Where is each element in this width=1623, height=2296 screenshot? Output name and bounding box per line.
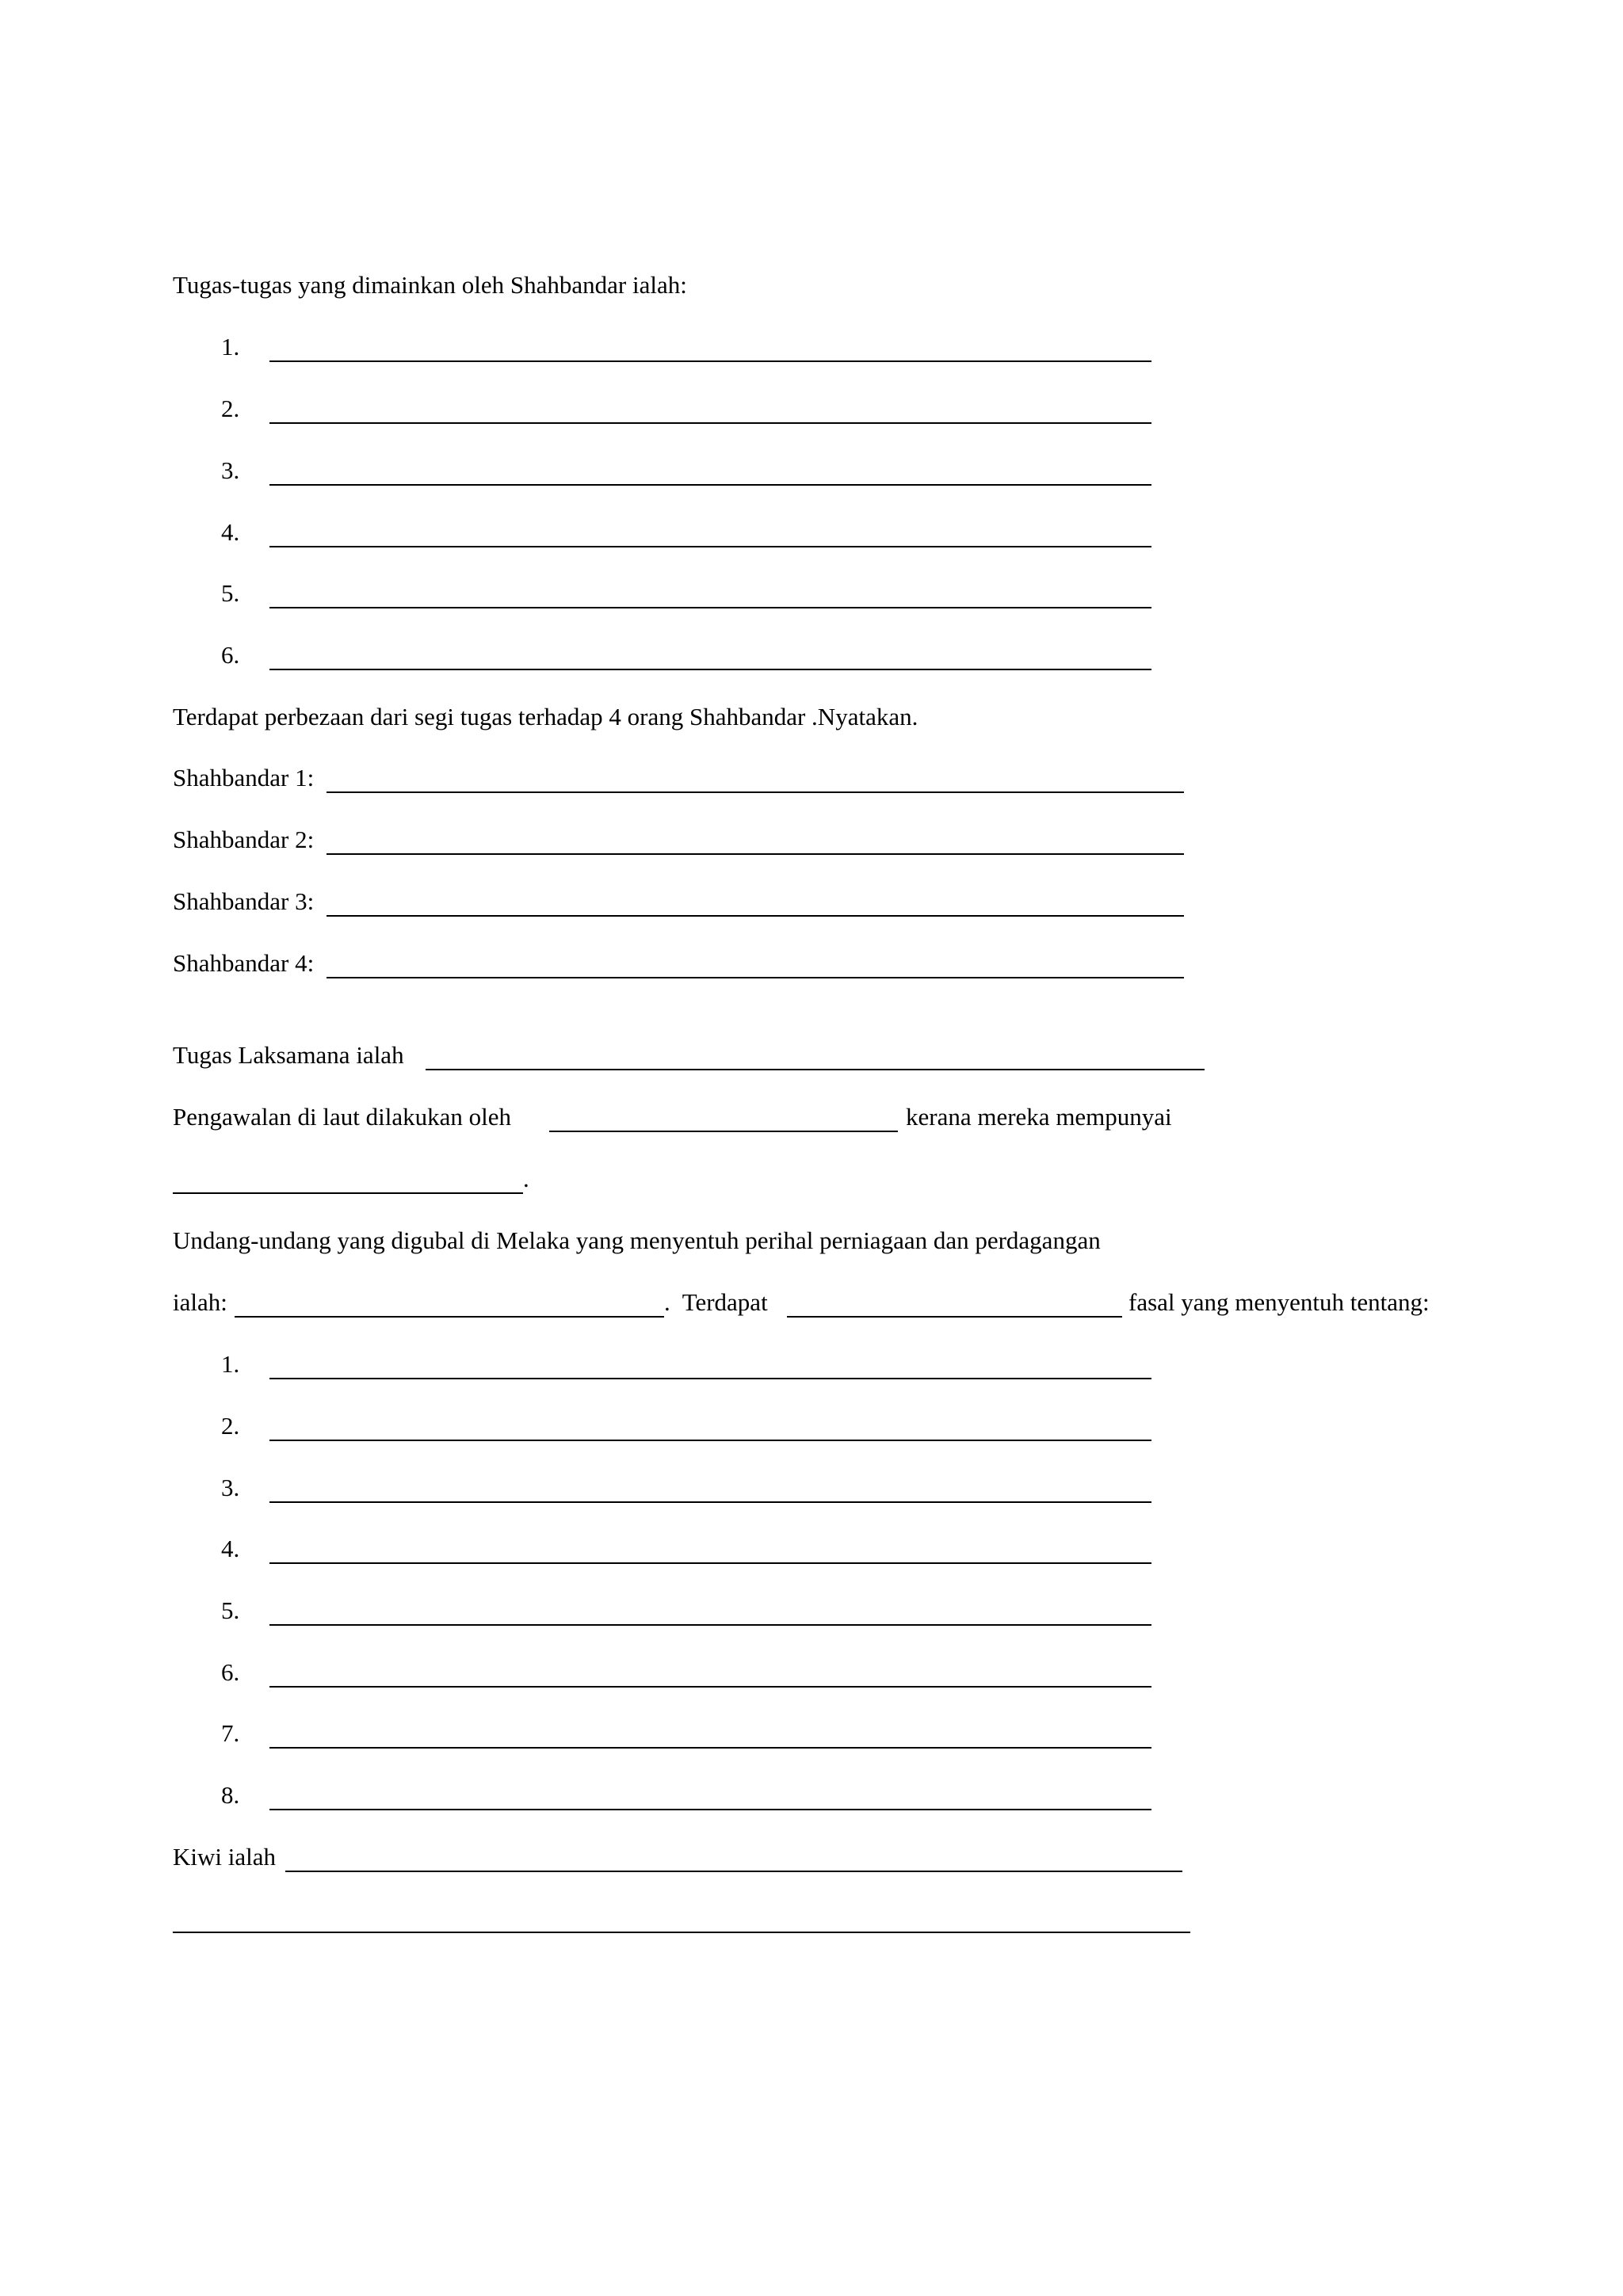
answer-blank[interactable]: [285, 1871, 1182, 1872]
answer-blank[interactable]: [787, 1316, 1122, 1318]
list-item-number: 2.: [221, 395, 240, 422]
answer-blank[interactable]: [269, 484, 1151, 486]
pengawalan-reason-label: kerana mereka mempunyai: [906, 1103, 1172, 1131]
shahbandar-3-label: Shahbandar 3:: [173, 887, 315, 915]
list-item-number: 3.: [221, 1474, 240, 1501]
answer-blank[interactable]: [327, 791, 1184, 793]
list-item-number: 1.: [221, 333, 240, 360]
undang-undang-heading: Undang-undang yang digubal di Melaka yang menyentuh perihal perniagaan dan perdagangan: [173, 1226, 1101, 1254]
answer-blank[interactable]: [173, 1932, 1190, 1933]
list-item-number: 5.: [221, 579, 240, 607]
answer-blank[interactable]: [269, 607, 1151, 608]
shahbandar-4-label: Shahbandar 4:: [173, 949, 315, 977]
sentence-end-period: .: [523, 1165, 529, 1192]
answer-blank[interactable]: [269, 1501, 1151, 1503]
answer-blank[interactable]: [173, 1192, 523, 1194]
answer-blank[interactable]: [269, 669, 1151, 670]
fasal-label: fasal yang menyentuh tentang:: [1128, 1288, 1430, 1316]
answer-blank[interactable]: [269, 1624, 1151, 1626]
list-item-number: 5.: [221, 1596, 240, 1624]
list-item-number: 6.: [221, 1658, 240, 1686]
answer-blank[interactable]: [549, 1131, 898, 1132]
answer-blank[interactable]: [269, 1809, 1151, 1810]
kiwi-label: Kiwi ialah: [173, 1843, 276, 1871]
shahbandar-difference-heading: Terdapat perbezaan dari segi tugas terhadap 4 orang Shahbandar .Nyatakan.: [173, 703, 918, 730]
list-item-number: 4.: [221, 518, 240, 546]
list-item-number: 6.: [221, 641, 240, 669]
answer-blank[interactable]: [269, 1378, 1151, 1379]
shahbandar-2-label: Shahbandar 2:: [173, 826, 315, 853]
answer-blank[interactable]: [269, 546, 1151, 547]
answer-blank[interactable]: [269, 422, 1151, 424]
answer-blank[interactable]: [269, 1562, 1151, 1564]
answer-blank[interactable]: [327, 915, 1184, 917]
pengawalan-label: Pengawalan di laut dilakukan oleh: [173, 1103, 511, 1131]
list-item-number: 1.: [221, 1350, 240, 1378]
answer-blank[interactable]: [235, 1316, 664, 1318]
laksamana-label: Tugas Laksamana ialah: [173, 1041, 404, 1069]
list-item-number: 7.: [221, 1719, 240, 1747]
terdapat-label: . Terdapat: [664, 1288, 768, 1316]
list-item-number: 4.: [221, 1535, 240, 1562]
list-item-number: 3.: [221, 456, 240, 484]
shahbandar-duties-heading: Tugas-tugas yang dimainkan oleh Shahbandar ialah:: [173, 271, 687, 299]
answer-blank[interactable]: [327, 977, 1184, 978]
answer-blank[interactable]: [426, 1069, 1205, 1070]
list-item-number: 8.: [221, 1781, 240, 1809]
shahbandar-1-label: Shahbandar 1:: [173, 764, 315, 791]
answer-blank[interactable]: [269, 1440, 1151, 1441]
ialah-label: ialah:: [173, 1288, 227, 1316]
list-item-number: 2.: [221, 1412, 240, 1440]
answer-blank[interactable]: [269, 1747, 1151, 1749]
answer-blank[interactable]: [269, 1686, 1151, 1688]
answer-blank[interactable]: [269, 360, 1151, 362]
answer-blank[interactable]: [327, 853, 1184, 855]
